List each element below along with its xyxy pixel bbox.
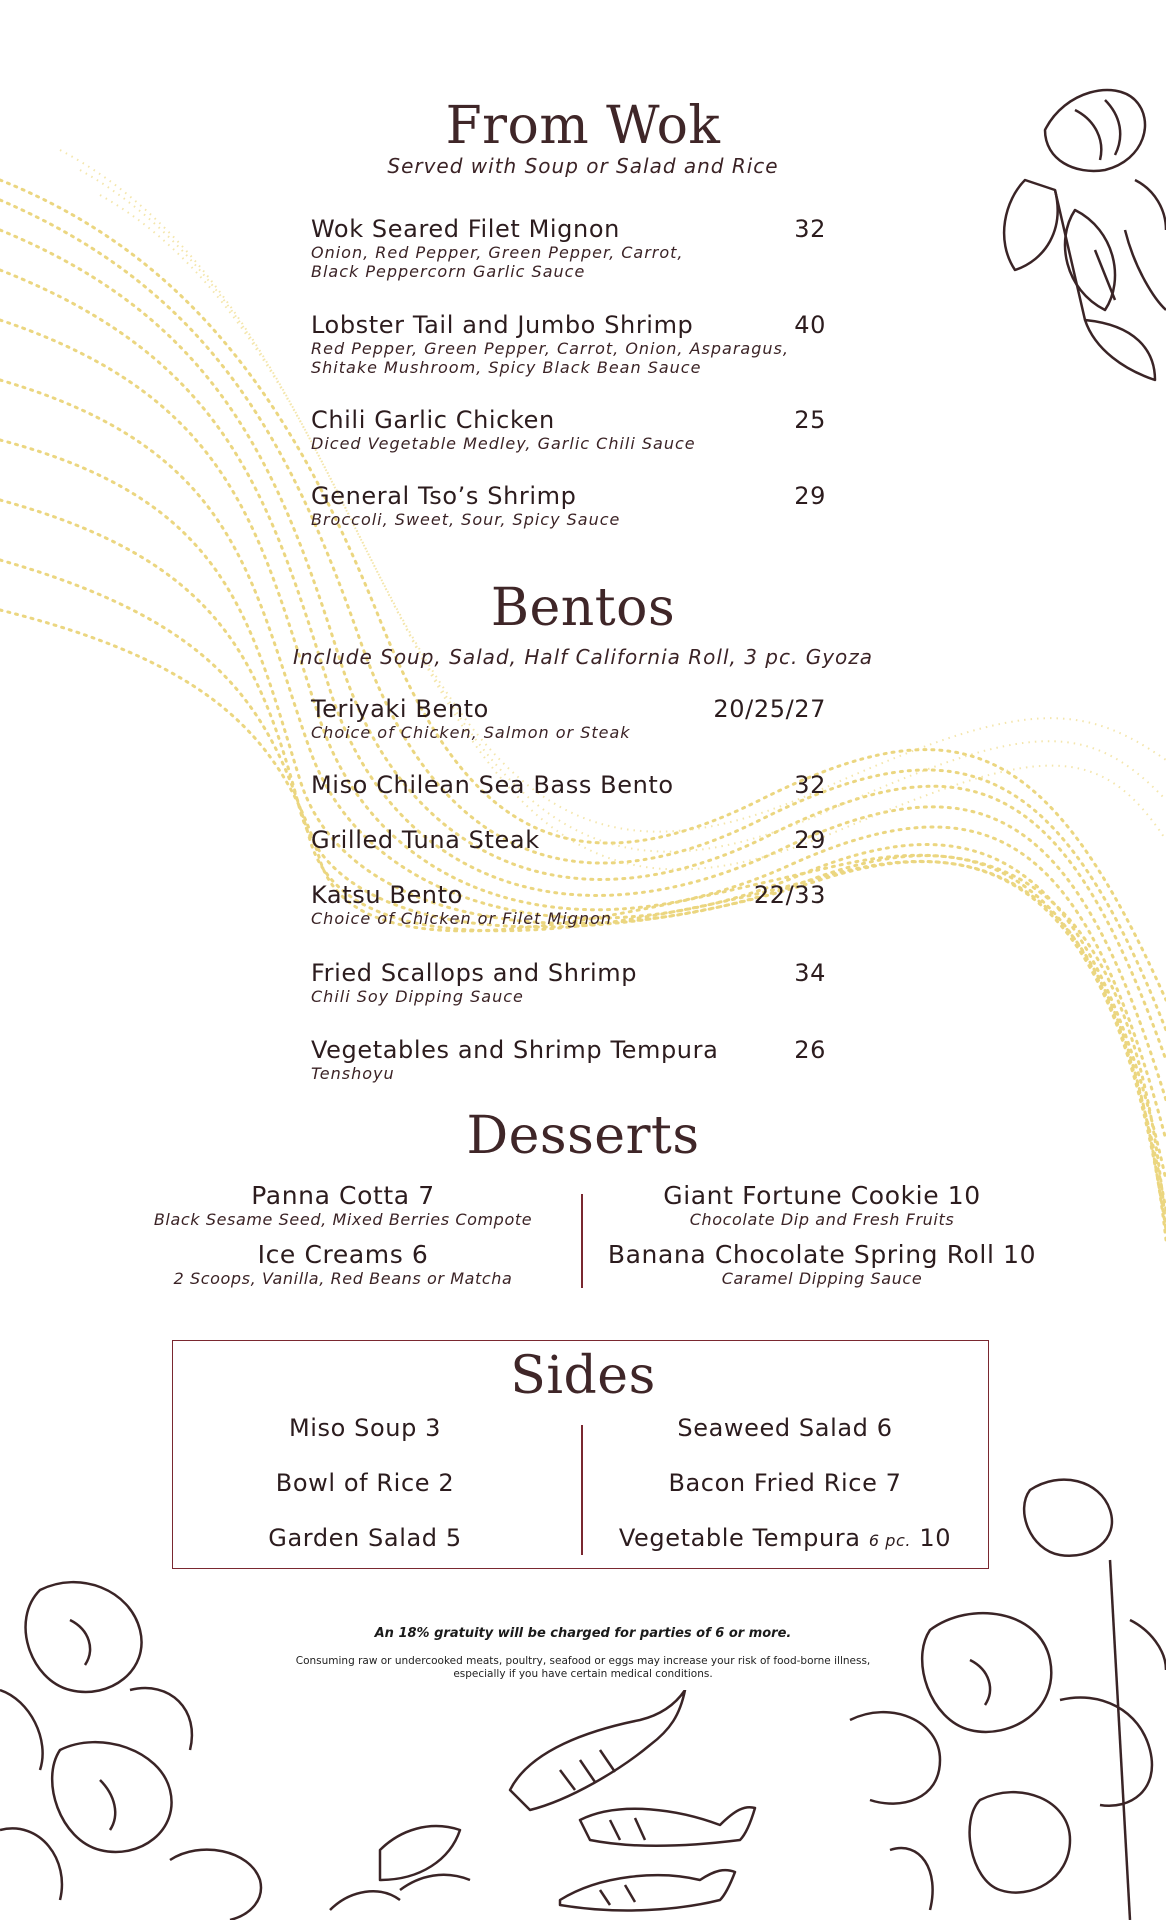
health-warning: Consuming raw or undercooked meats, poultry, seafood or eggs may increase your risk of food-borne illness, — [295, 1655, 871, 1667]
menu-item — [311, 482, 826, 529]
item-price: 20/25/27 — [713, 695, 826, 723]
item-name: Giant Fortune Cookie 10 — [663, 1181, 981, 1210]
item-name: Vegetables and Shrimp Tempura — [311, 1036, 719, 1064]
dessert-item — [143, 1240, 543, 1288]
item-desc: Shitake Mushroom, Spicy Black Bean Sauce — [311, 358, 702, 377]
item-price: 25 — [794, 406, 826, 434]
item-name: Lobster Tail and Jumbo Shrimp — [311, 311, 694, 339]
item-name: Vegetable Tempura — [618, 1524, 861, 1552]
column-divider — [581, 1194, 583, 1288]
menu-item — [311, 826, 826, 854]
item-price: 29 — [794, 482, 826, 510]
item-name: Teriyaki Bento — [311, 695, 489, 723]
section-title-bentos: Bentos — [490, 578, 676, 638]
menu-item — [311, 1036, 826, 1083]
item-price: 32 — [794, 771, 826, 799]
dessert-item — [597, 1240, 1047, 1288]
item-desc: Red Pepper, Green Pepper, Carrot, Onion, Asparagus, — [311, 339, 789, 358]
item-name: Wok Seared Filet Mignon — [311, 215, 620, 243]
item-name: Chili Garlic Chicken — [311, 406, 555, 434]
section-title-sides: Sides — [510, 1346, 656, 1406]
side-item — [600, 1524, 970, 1552]
dessert-item — [143, 1181, 543, 1229]
item-qty: 6 pc. — [868, 1531, 912, 1550]
menu-item — [311, 311, 826, 377]
dessert-item — [597, 1181, 1047, 1229]
menu-item — [311, 215, 826, 281]
item-desc: Black Peppercorn Garlic Sauce — [311, 262, 586, 281]
item-price: 32 — [794, 215, 826, 243]
side-item: Seaweed Salad 6 — [677, 1414, 893, 1442]
section-subtitle-wok: Served with Soup or Salad and Rice — [387, 154, 779, 178]
item-desc: Chocolate Dip and Fresh Fruits — [689, 1210, 955, 1229]
gratuity-note: An 18% gratuity will be charged for parties of 6 or more. — [374, 1626, 792, 1641]
section-subtitle-bentos: Include Soup, Salad, Half California Roll, 3 pc. Gyoza — [292, 645, 874, 669]
menu-item — [311, 771, 826, 799]
menu-item — [311, 406, 826, 453]
side-item: Miso Soup 3 — [288, 1414, 442, 1442]
item-name: Banana Chocolate Spring Roll 10 — [607, 1240, 1037, 1269]
item-price: 29 — [794, 826, 826, 854]
koi-fish-illustration — [500, 1690, 760, 1920]
item-name: General Tso’s Shrimp — [311, 482, 577, 510]
section-title-wok: From Wok — [445, 96, 721, 156]
item-desc: 2 Scoops, Vanilla, Red Beans or Matcha — [173, 1269, 513, 1288]
health-warning: especially if you have certain medical conditions. — [453, 1668, 713, 1680]
item-desc: Choice of Chicken or Filet Mignon — [311, 909, 612, 928]
item-name: Grilled Tuna Steak — [311, 826, 540, 854]
side-item: Bowl of Rice 2 — [275, 1469, 455, 1497]
item-desc: Onion, Red Pepper, Green Pepper, Carrot, — [311, 243, 684, 262]
item-desc: Caramel Dipping Sauce — [721, 1269, 923, 1288]
menu-item — [311, 959, 826, 1006]
item-name: Fried Scallops and Shrimp — [311, 959, 638, 987]
column-divider — [581, 1425, 583, 1555]
item-desc: Diced Vegetable Medley, Garlic Chili Sauce — [311, 434, 696, 453]
item-price: 40 — [794, 311, 826, 339]
item-price: 22/33 — [753, 881, 826, 909]
side-item: Garden Salad 5 — [268, 1524, 462, 1552]
item-desc: Tenshoyu — [311, 1064, 395, 1083]
item-price: 10 — [919, 1524, 952, 1552]
item-desc: Black Sesame Seed, Mixed Berries Compote — [153, 1210, 533, 1229]
item-name: Ice Creams 6 — [257, 1240, 429, 1269]
item-desc: Broccoli, Sweet, Sour, Spicy Sauce — [311, 510, 621, 529]
flower-illustration — [0, 1570, 480, 1920]
item-price: 26 — [794, 1036, 826, 1064]
section-title-desserts: Desserts — [466, 1106, 700, 1166]
item-price: 34 — [794, 959, 826, 987]
side-item: Bacon Fried Rice 7 — [668, 1469, 902, 1497]
item-desc: Chili Soy Dipping Sauce — [311, 987, 524, 1006]
item-desc: Choice of Chicken, Salmon or Steak — [311, 723, 631, 742]
item-name: Katsu Bento — [311, 881, 463, 909]
menu-item — [311, 881, 826, 928]
menu-item — [311, 695, 826, 742]
item-name: Panna Cotta 7 — [251, 1181, 435, 1210]
item-name: Miso Chilean Sea Bass Bento — [311, 771, 674, 799]
